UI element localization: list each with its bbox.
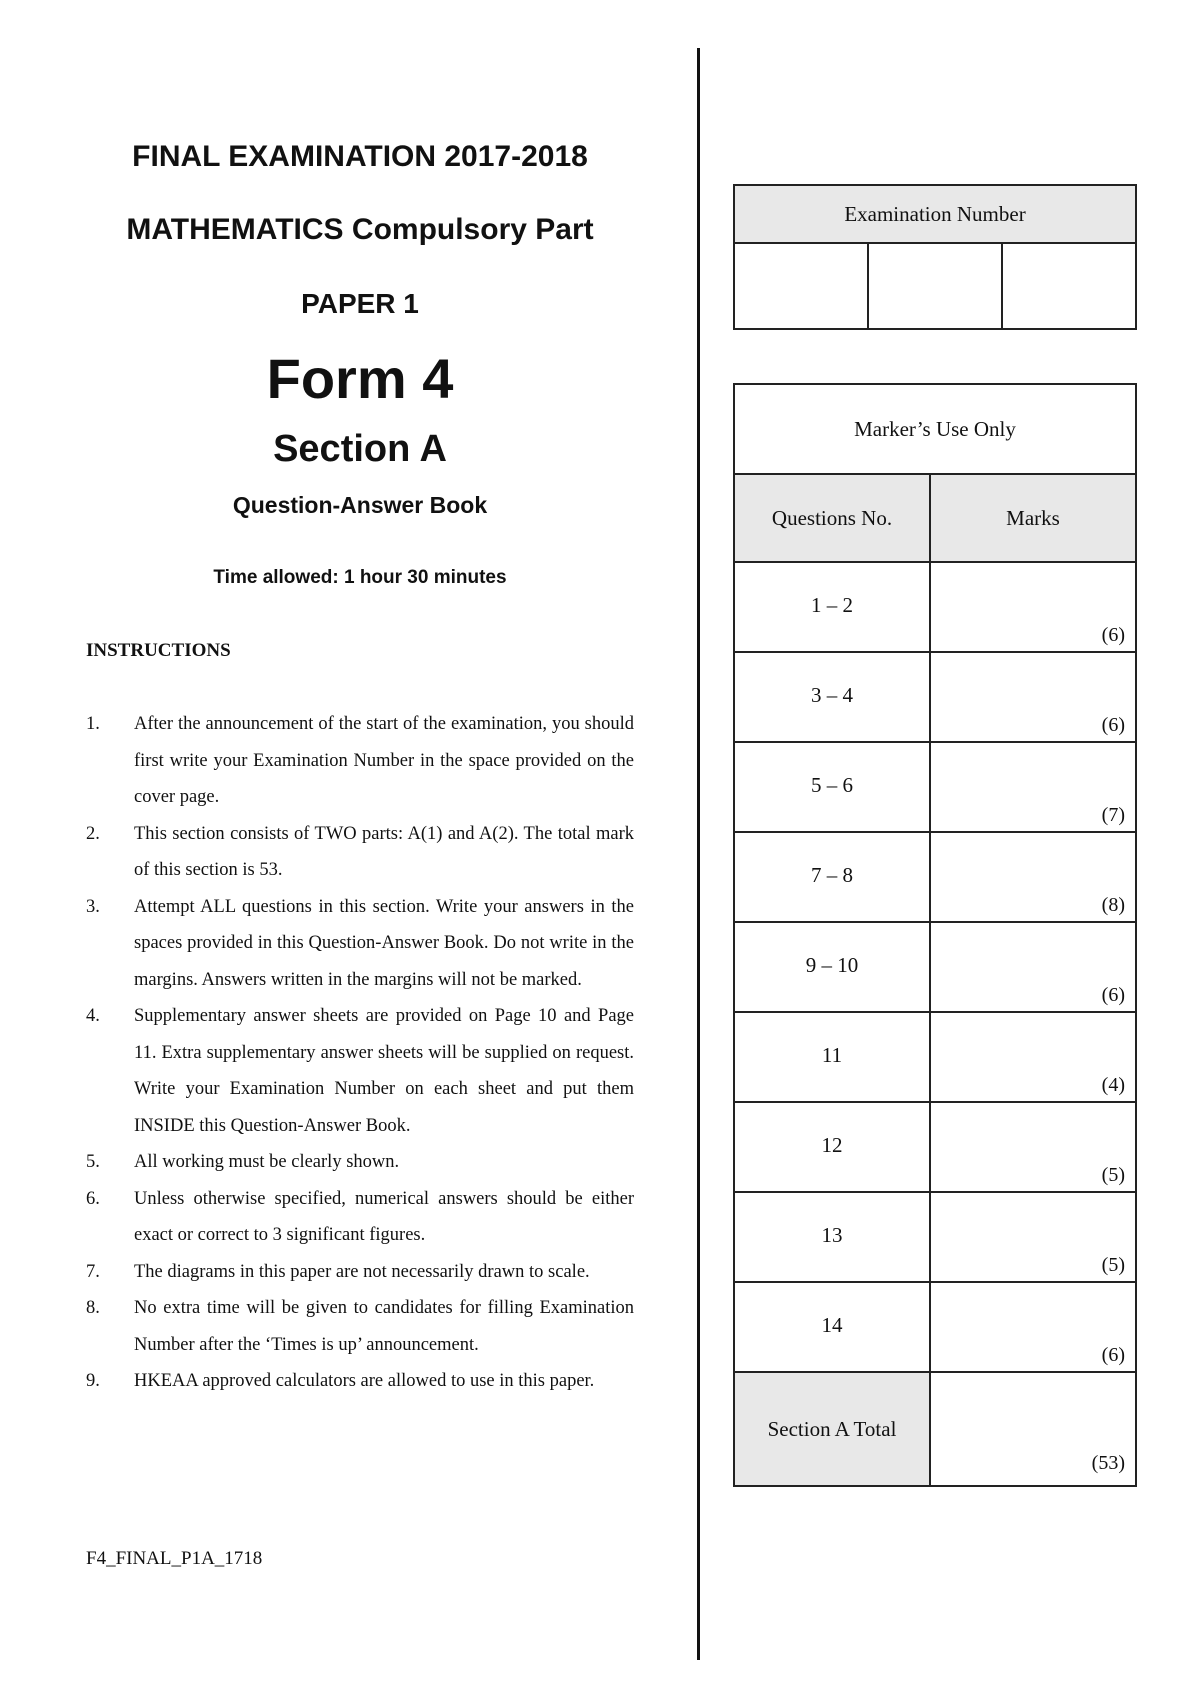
max-marks: (6) (1101, 984, 1125, 1006)
instruction-item (86, 1144, 634, 1181)
question-range: 13 (734, 1192, 930, 1282)
max-marks: (5) (1101, 1164, 1125, 1186)
instruction-number: 1. (86, 714, 100, 734)
instructions-heading: INSTRUCTIONS (86, 640, 231, 661)
question-range: 14 (734, 1282, 930, 1372)
table-row (734, 1102, 1136, 1192)
marker-table-title: Marker’s Use Only (734, 384, 1136, 474)
max-marks: (7) (1101, 804, 1125, 826)
instruction-text: After the announcement of the start of the examination, you should first write your Examination Number in the space provided on the cover page. (134, 714, 634, 807)
section-total-label: Section A Total (734, 1372, 930, 1486)
max-marks: (6) (1101, 714, 1125, 736)
section-title: Section A (273, 428, 447, 470)
max-marks: (4) (1101, 1074, 1125, 1096)
instructions-list (86, 706, 634, 1400)
question-range: 5 – 6 (734, 742, 930, 832)
marks-cell[interactable] (930, 1102, 1136, 1192)
table-row (734, 652, 1136, 742)
question-range: 12 (734, 1102, 930, 1192)
table-row (734, 1282, 1136, 1372)
column-divider (697, 48, 700, 1660)
marks-cell[interactable] (930, 832, 1136, 922)
instruction-number: 9. (86, 1371, 100, 1391)
instruction-item (86, 706, 634, 816)
total-row (734, 1372, 1136, 1486)
instruction-number: 6. (86, 1188, 100, 1209)
instruction-item (86, 1363, 634, 1400)
book-title: Question-Answer Book (232, 492, 488, 518)
exam-number-box-3[interactable] (1002, 243, 1136, 329)
exam-number-box-2[interactable] (868, 243, 1002, 329)
instruction-text: HKEAA approved calculators are allowed to use in this paper. (134, 1371, 595, 1391)
instruction-text: The diagrams in this paper are not necessarily drawn to scale. (134, 1261, 590, 1282)
paper-title: PAPER 1 (301, 288, 419, 319)
instruction-item (86, 1290, 634, 1363)
instruction-number: 7. (86, 1261, 100, 1282)
question-range: 11 (734, 1012, 930, 1102)
instruction-text: All working must be clearly shown. (134, 1152, 400, 1172)
instruction-number: 8. (86, 1298, 100, 1318)
question-range: 9 – 10 (734, 922, 930, 1012)
instruction-text: Supplementary answer sheets are provided on Page 10 and Page 11. Extra supplementary answer sheets will be supplied on request. Write your Examination Number on each sheet and put them INSIDE this Question-Answer Book. (134, 1006, 634, 1136)
instruction-number: 2. (86, 823, 100, 844)
exam-number-table (733, 184, 1137, 330)
table-row (734, 1192, 1136, 1282)
instruction-text: This section consists of TWO parts: A(1) and A(2). The total mark of this section is 53. (134, 823, 634, 880)
instruction-number: 5. (86, 1152, 100, 1172)
question-range: 7 – 8 (734, 832, 930, 922)
table-row (734, 1012, 1136, 1102)
instruction-number: 3. (86, 896, 100, 917)
exam-number-box-1[interactable] (734, 243, 868, 329)
marks-cell[interactable] (930, 562, 1136, 652)
instruction-text: No extra time will be given to candidates for filling Examination Number after the ‘Times is up’ announcement. (134, 1298, 634, 1355)
form-title: Form 4 (266, 347, 454, 410)
instruction-item (86, 1254, 634, 1291)
marks-cell[interactable] (930, 922, 1136, 1012)
instruction-item (86, 1181, 634, 1254)
exam-number-label: Examination Number (734, 185, 1136, 243)
marks-cell[interactable] (930, 652, 1136, 742)
instruction-item (86, 816, 634, 889)
section-total-cell[interactable] (930, 1372, 1136, 1486)
total-max-marks: (53) (1091, 1452, 1125, 1474)
table-row (734, 832, 1136, 922)
marks-cell[interactable] (930, 1012, 1136, 1102)
question-range: 3 – 4 (734, 652, 930, 742)
marks-cell[interactable] (930, 1282, 1136, 1372)
table-row (734, 922, 1136, 1012)
col-header-questions: Questions No. (734, 474, 930, 562)
marker-table (733, 383, 1137, 1487)
marks-cell[interactable] (930, 742, 1136, 832)
col-header-marks: Marks (930, 474, 1136, 562)
instruction-number: 4. (86, 1006, 100, 1026)
subject-title: MATHEMATICS Compulsory Part (126, 213, 594, 246)
instruction-text: Attempt ALL questions in this section. Write your answers in the spaces provided in this Question-Answer Book. Do not write in the margins. Answers written in the margins will not be marked. (134, 896, 634, 990)
marks-cell[interactable] (930, 1192, 1136, 1282)
max-marks: (6) (1101, 624, 1125, 646)
instruction-item (86, 889, 634, 999)
question-range: 1 – 2 (734, 562, 930, 652)
exam-title: FINAL EXAMINATION 2017-2018 (132, 140, 588, 173)
max-marks: (5) (1101, 1254, 1125, 1276)
paper-code: F4_FINAL_P1A_1718 (86, 1548, 263, 1569)
table-row (734, 562, 1136, 652)
time-allowed: Time allowed: 1 hour 30 minutes (213, 567, 507, 588)
max-marks: (6) (1101, 1344, 1125, 1366)
instruction-item (86, 998, 634, 1144)
table-row (734, 742, 1136, 832)
max-marks: (8) (1101, 894, 1125, 916)
instruction-text: Unless otherwise specified, numerical answers should be either exact or correct to 3 significant figures. (134, 1188, 634, 1245)
